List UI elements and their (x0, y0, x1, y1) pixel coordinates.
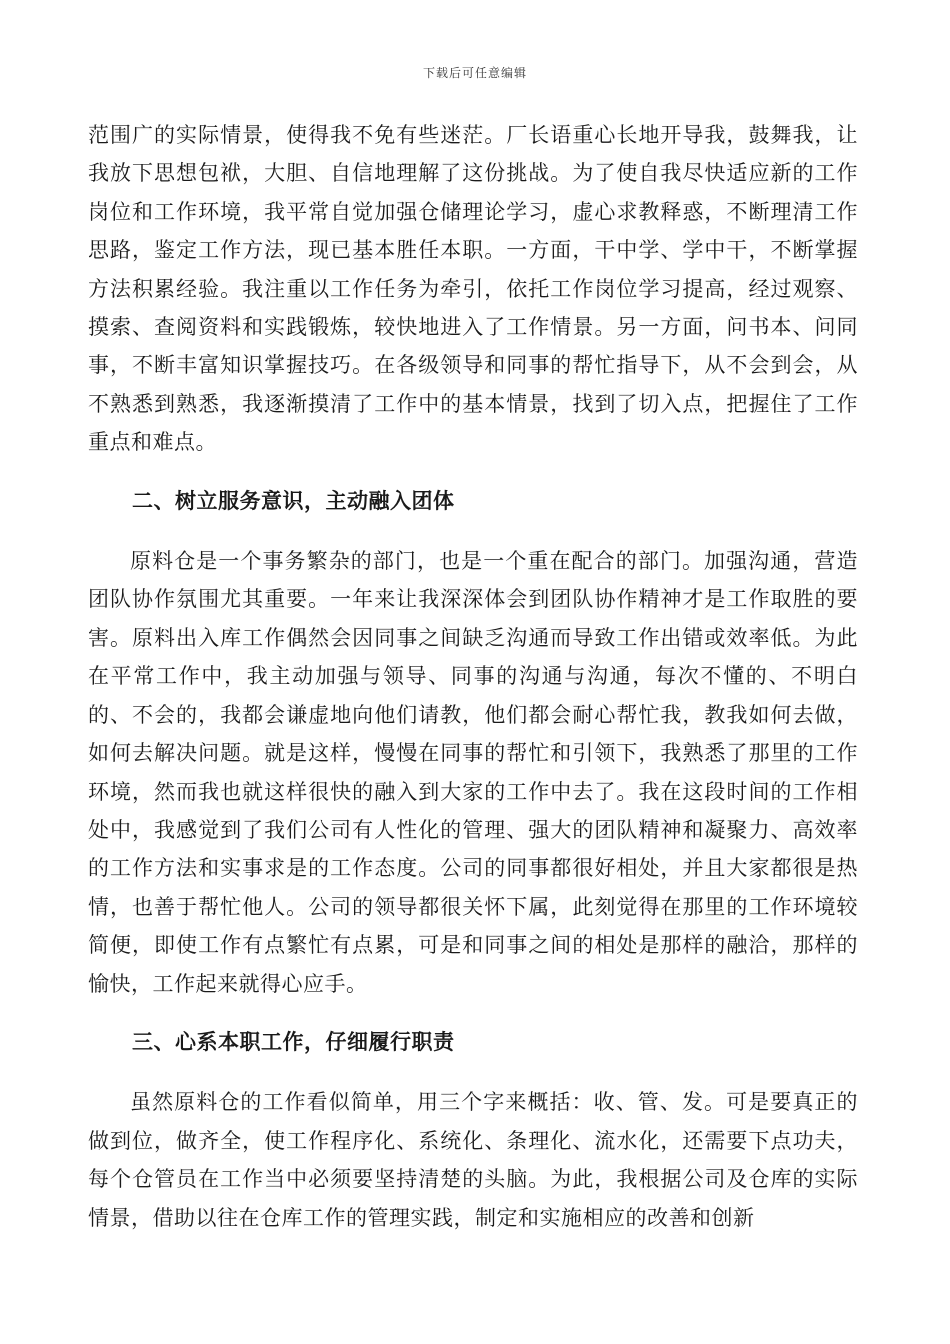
paragraph-2: 原料仓是一个事务繁杂的部门，也是一个重在配合的部门。加强沟通，营造团队协作氛围尤其重要。一年来让我深深体会到团队协作精神才是工作取胜的要害。原料出入库工作偶然会因同事之间缺乏沟通而导致工作出错或效率低。为此在平常工作中，我主动加强与领导、同事的沟通与沟通，每次不懂的、不明白的、不会的，我都会谦虚地向他们请教，他们都会耐心帮忙我，教我如何去做，如何去解决问题。就是这样，慢慢在同事的帮忙和引领下，我熟悉了那里的工作环境，然而我也就这样很快的融入到大家的工作中去了。我在这段时间的工作相处中，我感觉到了我们公司有人性化的管理、强大的团队精神和凝聚力、高效率的工作方法和实事求是的工作态度。公司的同事都很好相处，并且大家都很是热情，也善于帮忙他人。公司的领导都很关怀下属，此刻觉得在那里的工作环境较简便，即使工作有点繁忙有点累，可是和同事之间的相处是那样的融洽，那样的愉快，工作起来就得心应手。 (88, 549, 858, 996)
section-heading-2: 二、树立服务意识，主动融入团体 (132, 487, 455, 513)
section-heading-3: 三、心系本职工作，仔细履行职责 (132, 1028, 455, 1054)
paragraph-1: 范围广的实际情景，使得我不免有些迷茫。厂长语重心长地开导我，鼓舞我，让我放下思想包袱，大胆、自信地理解了这份挑战。为了使自我尽快适应新的工作岗位和工作环境，我平常自觉加强仓储理论学习，虚心求教释惑，不断理清工作思路，鉴定工作方法，现已基本胜任本职。一方面，干中学、学中干，不断掌握方法积累经验。我注重以工作任务为牵引，依托工作岗位学习提高，经过观察、摸索、查阅资料和实践锻炼，较快地进入了工作情景。另一方面，问书本、问同事，不断丰富知识掌握技巧。在各级领导和同事的帮忙指导下，从不会到会，从不熟悉到熟悉，我逐渐摸清了工作中的基本情景，找到了切入点，把握住了工作重点和难点。 (88, 123, 858, 455)
document-body (88, 116, 858, 1237)
page-header: 下载后可任意编辑 (422, 66, 527, 80)
paragraph-3: 虽然原料仓的工作看似简单，用三个字来概括：收、管、发。可是要真正的做到位，做齐全，使工作程序化、系统化、条理化、流水化，还需要下点功夫，每个仓管员在工作当中必须要坚持清楚的头脑。为此，我根据公司及仓库的实际情景，借助以往在仓库工作的管理实践，制定和实施相应的改善和创新 (88, 1090, 858, 1230)
